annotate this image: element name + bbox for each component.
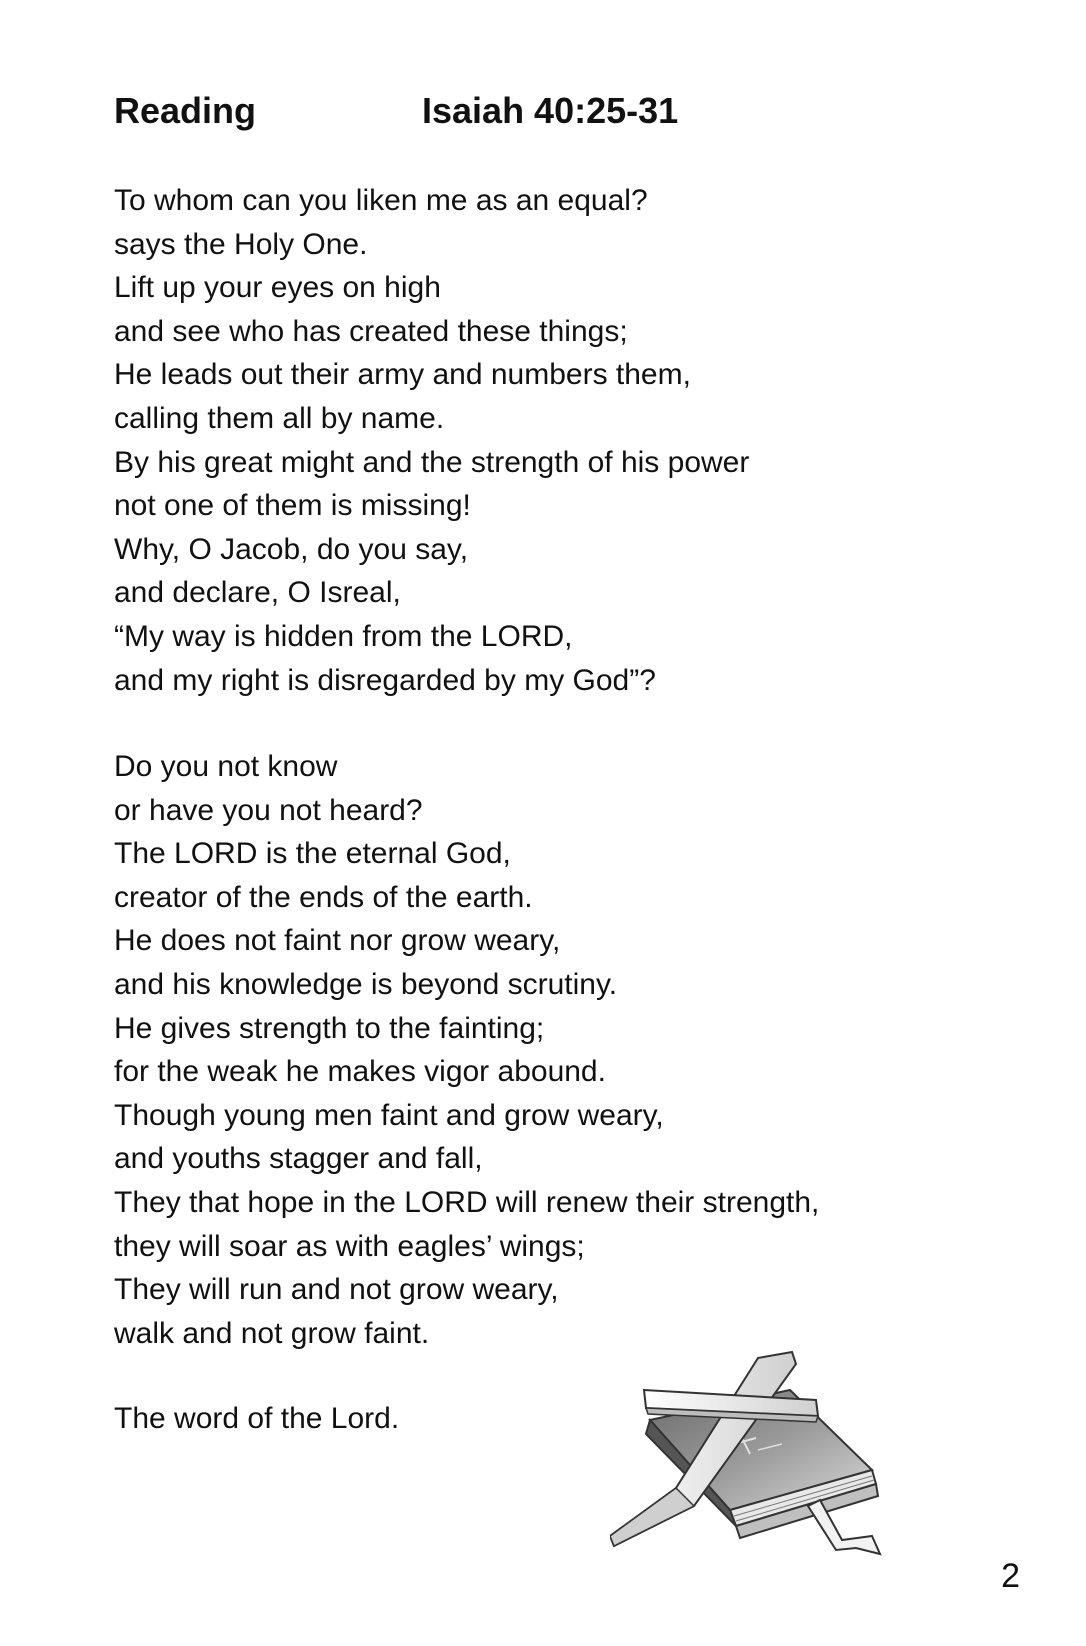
- verse-line: or have you not heard?: [114, 793, 423, 827]
- verse-line: for the weak he makes vigor abound.: [114, 1055, 606, 1089]
- scripture-reference: Isaiah 40:25-31: [422, 90, 679, 131]
- verse-line: not one of them is missing!: [114, 489, 471, 523]
- verse-line: they will soar as with eagles’ wings;: [114, 1229, 585, 1263]
- reading-label: Reading: [114, 90, 257, 131]
- page-number: 2: [1001, 1557, 1020, 1595]
- verse-line: walk and not grow faint.: [114, 1316, 430, 1350]
- verse-line: creator of the ends of the earth.: [114, 880, 533, 914]
- verse-line: Do you not know: [114, 750, 338, 783]
- verse-line: and see who has created these things;: [114, 314, 628, 348]
- verse-line: To whom can you liken me as an equal?: [114, 184, 648, 217]
- verse-line: Though young men faint and grow weary,: [114, 1098, 664, 1132]
- verse-line: He gives strength to the fainting;: [114, 1011, 545, 1045]
- verse-line: He does not faint nor grow weary,: [114, 924, 561, 958]
- verse-line: By his great might and the strength of his power: [114, 445, 750, 479]
- verse-line: and declare, O Isreal,: [114, 576, 401, 610]
- verse-line: and his knowledge is beyond scrutiny.: [114, 967, 618, 1001]
- cross-and-bible-icon: [610, 1350, 930, 1560]
- verse-line: Why, O Jacob, do you say,: [114, 532, 469, 566]
- verse-line: “My way is hidden from the LORD,: [114, 619, 573, 653]
- verse-line: and my right is disregarded by my God”?: [114, 663, 656, 697]
- stanza-1: [114, 179, 749, 702]
- verse-line: says the Holy One.: [114, 227, 368, 261]
- verse-line: He leads out their army and numbers them,: [114, 358, 691, 392]
- verse-line: calling them all by name.: [114, 401, 445, 435]
- stanza-2: [114, 745, 819, 1355]
- verse-line: and youths stagger and fall,: [114, 1142, 483, 1176]
- reading-heading: [114, 88, 679, 134]
- closing-line: [114, 1397, 399, 1441]
- verse-line: They will run and not grow weary,: [114, 1273, 559, 1307]
- verse-line: The LORD is the eternal God,: [114, 837, 511, 871]
- verse-line: Lift up your eyes on high: [114, 271, 441, 305]
- closing-text: The word of the Lord.: [114, 1402, 400, 1435]
- verse-line: They that hope in the LORD will renew their strength,: [114, 1185, 820, 1219]
